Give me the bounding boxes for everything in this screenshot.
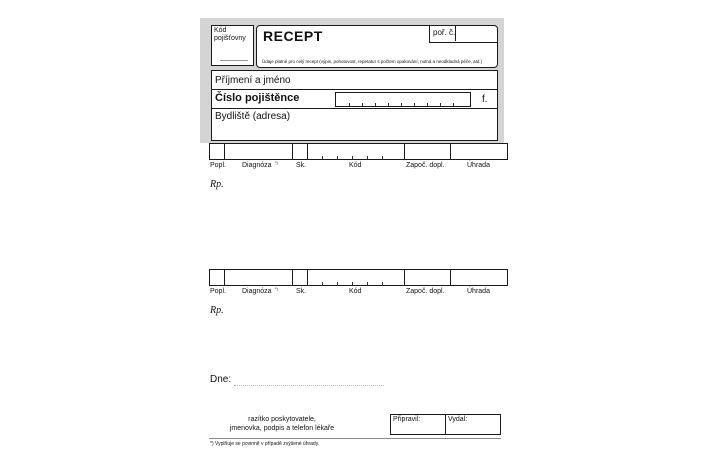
stamp-line-2: jmenovka, podpis a telefon lékaře [229, 425, 335, 432]
patient-name-divider [212, 89, 497, 90]
col-divider [292, 144, 293, 159]
rp-label: Rp. [210, 305, 224, 316]
issued-field[interactable]: Vydal: [448, 416, 468, 423]
serial-box[interactable] [429, 25, 497, 43]
rp-label: Rp. [210, 179, 224, 190]
insurance-number-label: Číslo pojištěnce [215, 92, 300, 104]
col-uhrada: Úhrada [467, 288, 490, 295]
col-divider [224, 270, 225, 285]
code-tick [382, 282, 383, 285]
prepared-issued-divider [445, 415, 446, 434]
col-diagnoza: Diagnóza [242, 162, 272, 169]
col-divider [224, 144, 225, 159]
insurer-code-label: Kód pojišťovny [214, 27, 246, 42]
code-tick [337, 282, 338, 285]
digit-tick [414, 103, 415, 106]
insurer-code-entry-line [220, 60, 248, 61]
prepared-field[interactable]: Připravil: [393, 416, 421, 423]
date-line [234, 385, 384, 386]
patient-box [211, 70, 498, 141]
recept-title: RECEPT [263, 28, 323, 44]
code-tick [382, 156, 383, 159]
insurance-number-input[interactable] [335, 92, 471, 107]
digit-tick [362, 103, 363, 106]
insurer-code-box[interactable] [211, 25, 254, 66]
f-label: f. [482, 94, 488, 105]
col-zapoc-dopl: Započ. dopl. [406, 162, 445, 169]
col-divider [450, 144, 451, 159]
date-label: Dne: [210, 374, 232, 385]
recept-note: Údaje platné pro celý recept (výpis, pohotovost, repetatur s počtem opakování, nutná a neodkladná péče, atd.) [262, 59, 483, 64]
prepared-issued-box [390, 414, 501, 435]
col-divider [404, 144, 405, 159]
footnote-mark: *) [275, 286, 278, 291]
col-divider [450, 270, 451, 285]
prescription-row-2[interactable] [209, 269, 508, 286]
code-tick [352, 282, 353, 285]
patient-name-label: Příjmení a jméno [215, 75, 291, 86]
col-popl: Popl. [210, 162, 226, 169]
code-tick [352, 156, 353, 159]
col-divider [307, 270, 308, 285]
footer-divider [209, 438, 501, 439]
digit-tick [401, 103, 402, 106]
col-divider [292, 270, 293, 285]
col-sk: Sk. [296, 162, 307, 169]
footnote: *) Vyplňuje se povinně v případě zvýšené úhrady. [210, 441, 320, 447]
digit-tick [349, 103, 350, 106]
prescription-row-1[interactable] [209, 143, 508, 160]
stamp-line-1: razítko poskytovatele, [248, 416, 316, 423]
col-sk: Sk. [296, 288, 307, 295]
address-label: Bydliště (adresa) [215, 111, 291, 122]
digit-tick [427, 103, 428, 106]
col-diagnoza: Diagnóza [242, 288, 272, 295]
col-divider [307, 144, 308, 159]
col-popl: Popl. [210, 288, 226, 295]
code-tick [337, 156, 338, 159]
code-tick [322, 156, 323, 159]
col-kod: Kód [349, 288, 362, 295]
code-tick [322, 282, 323, 285]
digit-tick [375, 103, 376, 106]
col-uhrada: Úhrada [467, 162, 490, 169]
col-divider [404, 270, 405, 285]
serial-label: poř. č. [433, 28, 456, 37]
footnote-mark: *) [275, 160, 278, 165]
code-tick [367, 282, 368, 285]
serial-divider [455, 25, 456, 41]
digit-tick [388, 103, 389, 106]
digit-tick [453, 103, 454, 106]
recept-box [256, 25, 498, 68]
col-zapoc-dopl: Započ. dopl. [406, 288, 445, 295]
digit-tick [440, 103, 441, 106]
code-tick [367, 156, 368, 159]
insurance-number-divider [212, 108, 497, 109]
col-kod: Kód [349, 162, 362, 169]
